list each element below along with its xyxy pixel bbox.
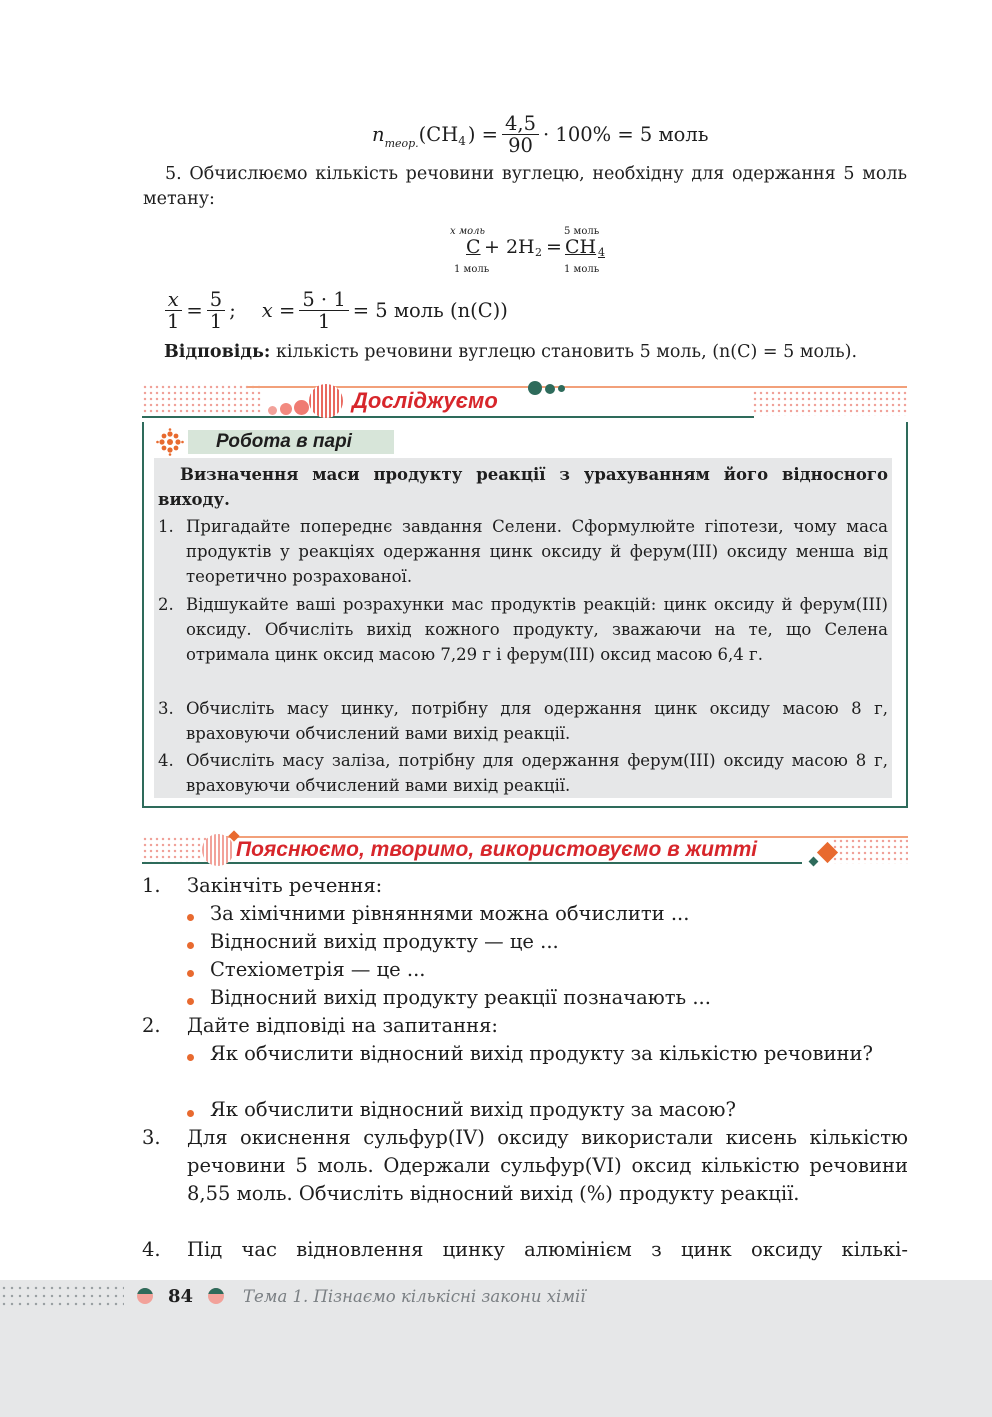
header-line-top	[247, 386, 907, 388]
bullet-icon	[187, 914, 194, 921]
prop-5: 5	[207, 290, 225, 311]
eq-methane-sub: 4	[598, 246, 605, 259]
yield-formula	[372, 108, 708, 162]
formula-fraction	[502, 111, 539, 157]
teal-dot-3	[558, 385, 565, 392]
answer-text: кількість речовини вуглецю становить 5 моль, (n(C) = 5 моль).	[275, 342, 858, 362]
bullet-text: Стехіометрія — це ...	[210, 958, 426, 981]
prop-num2: 5 · 1	[299, 290, 348, 311]
formula-ch4-sub: 4	[458, 134, 466, 148]
bullet-icon	[187, 1054, 194, 1061]
formula-sub: теор.	[384, 137, 419, 150]
task-number: 4.	[158, 751, 174, 770]
header-line-bottom	[142, 862, 802, 864]
answer-line	[164, 340, 909, 364]
proportion-frac-3	[299, 287, 348, 333]
question-text: Закінчіть речення:	[187, 874, 383, 897]
fraction-denominator: 90	[508, 133, 533, 157]
bullet-text: За хімічними рівняннями можна обчислити ...	[210, 902, 690, 925]
formula-ch4: (CH	[418, 123, 459, 146]
explore-header-band	[142, 380, 908, 420]
fraction-numerator: 4,5	[502, 114, 539, 135]
hatched-circle-icon	[309, 384, 343, 418]
step-5-text: 5. Обчислюємо кількість речовини вуглецю, необхідну для одержання 5 моль метану:	[143, 164, 907, 209]
task-number: 3.	[158, 699, 174, 718]
proportion-frac-1	[164, 287, 182, 333]
footer-dot-left	[137, 1288, 153, 1304]
teal-dot-2	[545, 384, 555, 394]
eq-equals: =	[546, 236, 562, 258]
bullet-text: Як обчислити відносний вихід продукту за масою?	[210, 1098, 736, 1121]
eq-bot-left: 1 моль	[454, 264, 490, 275]
apply-header-band	[142, 826, 908, 870]
eq-h2-sub: 2	[535, 246, 542, 259]
question-number: 1.	[142, 874, 161, 897]
task-number: 2.	[158, 595, 174, 614]
explore-box	[142, 422, 908, 808]
eq-methane: CH	[565, 236, 597, 258]
pair-work-icon	[156, 428, 184, 456]
answer-label: Відповідь:	[164, 342, 271, 362]
prop-den2: 1	[317, 309, 331, 333]
bullet-text: Відносний вихід продукту реакції позначають ...	[210, 986, 711, 1009]
chemical-equation	[450, 226, 620, 278]
bullet-icon	[187, 970, 194, 977]
eq-top-left: x моль	[450, 226, 485, 237]
header-line-bottom	[142, 416, 754, 418]
task-text: Пригадайте попереднє завдання Селени. Сформулюйте гіпотези, чому маса продуктів у реакціях одержання цинк оксиду й ферум(III) оксиду менша від теоретично розрахованої.	[186, 517, 888, 586]
question-number: 4.	[142, 1238, 161, 1261]
task-text: Відшукайте ваші розрахунки мас продуктів реакцій: цинк оксиду й ферум(III) оксиду. Обчисліть вихід кожного продукту, зважаючи на те, що Селена отримала цинк оксид масою 7,29 г і ферум(III) оксид масою 6,4 г.	[186, 595, 888, 664]
formula-close: ) =	[467, 123, 499, 146]
dot-pattern-right	[752, 390, 908, 416]
bullet-icon	[187, 998, 194, 1005]
bullet-icon	[187, 942, 194, 949]
prop-semicolon: ;	[229, 299, 236, 322]
dot-pattern-left	[142, 384, 262, 414]
apply-heading: Пояснюємо, творимо, використовуємо в житті	[236, 838, 758, 861]
footer-topic: Тема 1. Пізнаємо кількісні закони хімії	[243, 1287, 586, 1306]
question-text: Для окиснення сульфур(IV) оксиду використали кисень кількістю речовини 5 моль. Одержали сульфур(VI) оксид кількістю речовини 8,55 моль. Обчисліть відносний вихід (%) продукту реакції.	[187, 1126, 908, 1205]
eq-bot-right: 1 моль	[564, 264, 600, 275]
pair-label: Робота в парі	[216, 431, 352, 452]
pink-dot-3	[294, 400, 309, 415]
question-text: Під час відновлення цинку алюмінієм з цинк оксиду кількі-	[187, 1238, 908, 1261]
eq-carbon: C	[466, 236, 481, 258]
question-text: Дайте відповіді на запитання:	[187, 1014, 498, 1037]
task-title: Визначення маси продукту реакції з урахуванням його відносного виходу.	[158, 465, 888, 509]
dot-pattern-right	[832, 838, 908, 864]
explore-heading: Досліджуємо	[352, 388, 498, 413]
bullet-text: Як обчислити відносний вихід продукту за кількістю речовини?	[210, 1042, 873, 1065]
task-text: Обчисліть масу цинку, потрібну для одержання цинк оксиду масою 8 г, враховуючи обчислений вами вихід реакції.	[186, 699, 888, 743]
question-number: 2.	[142, 1014, 161, 1037]
hatched-circle-icon	[202, 834, 234, 866]
footer-dot-right	[208, 1288, 224, 1304]
teal-dot-1	[528, 381, 542, 395]
footer-dot-pattern	[0, 1284, 124, 1310]
pink-dot-1	[268, 406, 277, 415]
prop-xeq: x =	[261, 299, 296, 322]
task-text: Обчисліть масу заліза, потрібну для одержання ферум(III) оксиду масою 8 г, враховуючи обчислений вами вихід реакції.	[186, 751, 888, 795]
prop-1a: 1	[167, 309, 180, 333]
proportion-frac-2	[207, 287, 225, 333]
bullet-text: Відносний вихід продукту — це ...	[210, 930, 559, 953]
prop-x: x	[165, 290, 182, 311]
formula-tail: · 100% = 5 моль	[543, 123, 709, 146]
prop-result: = 5 моль (n(C))	[352, 299, 508, 322]
pink-dot-2	[280, 403, 292, 415]
formula-n: n	[372, 123, 385, 146]
task-number: 1.	[158, 517, 174, 536]
question-number: 3.	[142, 1126, 161, 1149]
eq-h2: + 2H	[484, 236, 535, 258]
proportion: $\frac{x}{1}$ = $\frac{5}{1}$ ; x = $\frac{5 \cdot 1}{1}$ = 5 моль (n(C))	[160, 286, 508, 336]
eq-top-right: 5 моль	[564, 226, 600, 237]
bullet-icon	[187, 1110, 194, 1117]
task-panel	[154, 458, 892, 798]
page-number: 84	[168, 1286, 194, 1307]
teal-diamond-icon	[809, 857, 819, 867]
prop-1b: 1	[209, 309, 223, 333]
